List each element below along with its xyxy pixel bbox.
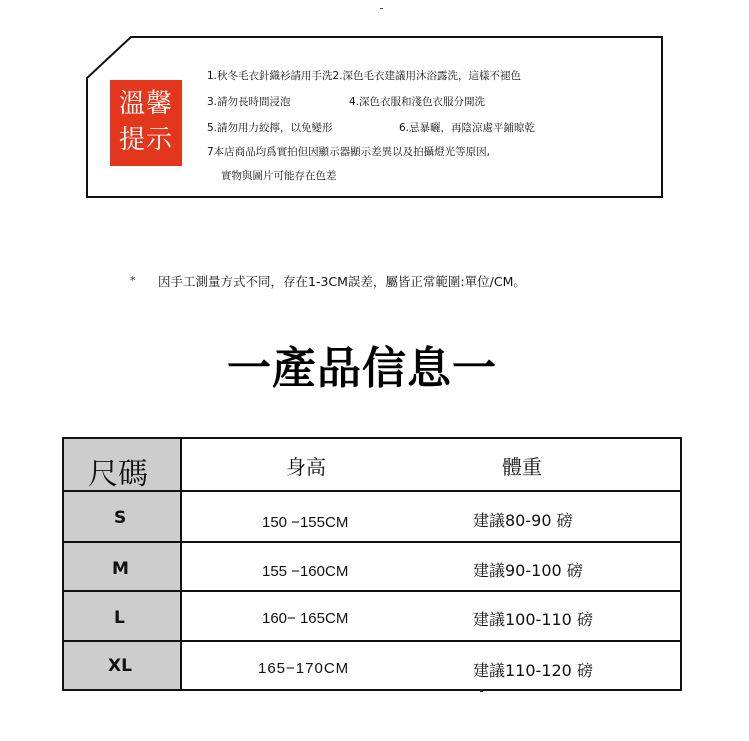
height-value: 150 −155CM [262,514,349,531]
section-title: 一產品信息一 [227,343,497,394]
row-divider [62,541,682,543]
header-height: 身高 [286,455,326,479]
tip-line-8: 實物與圖片可能存在色差 [221,170,337,182]
height-value: 165−170CM [258,660,350,677]
header-size: 尺碼 [88,457,148,492]
tip-line-1: 1.秋冬毛衣針織衫請用手洗2.深色毛衣建議用沐浴露洗，這樣不褪色 [207,70,522,82]
weight-value: 建議90-100 磅 [473,561,583,580]
table-top-border [62,437,682,439]
tips-badge-line2: 提示 [118,125,173,155]
size-table [62,437,682,691]
weight-value: 建議80-90 磅 [473,511,573,530]
height-value: 160− 165CM [262,610,349,627]
weight-value: 建議100-110 磅 [473,610,593,629]
height-value: 155 −160CM [262,563,349,580]
size-label: L [114,608,125,628]
top-dash [380,8,383,9]
tip-line-7: 7本店商品均爲實拍但因顯示器顯示差異以及拍攝燈光等原因, [207,146,491,158]
tip-line-6: 6.忌暴曬，再陰涼處平鋪晾乾 [399,122,536,134]
measurement-note: 因手工測量方式不同，存在1-3CM誤差，屬皆正常範圍:單位/CM。 [158,274,526,289]
tip-line-3: 3.請勿長時間浸泡 [207,96,291,108]
weight-value: 建議110-120 磅 [473,661,593,680]
header-weight: 體重 [502,455,542,479]
row-divider [62,490,682,492]
size-column-divider [180,437,182,691]
tip-line-5: 5.請勿用力絞擰，以免變形 [207,122,333,134]
row-divider [62,590,682,592]
size-label: XL [108,656,132,676]
table-right-border [680,437,682,691]
stray-mark [480,689,483,692]
size-label: M [112,559,129,579]
note-star: * [130,274,136,287]
tips-badge [110,80,182,166]
row-divider [62,640,682,642]
tip-line-4: 4.深色衣服和淺色衣服分開洗 [349,96,486,108]
table-bottom-border [62,689,682,691]
size-label: S [114,508,127,528]
tips-badge-line1: 溫馨 [118,89,173,119]
table-left-border [62,437,64,691]
